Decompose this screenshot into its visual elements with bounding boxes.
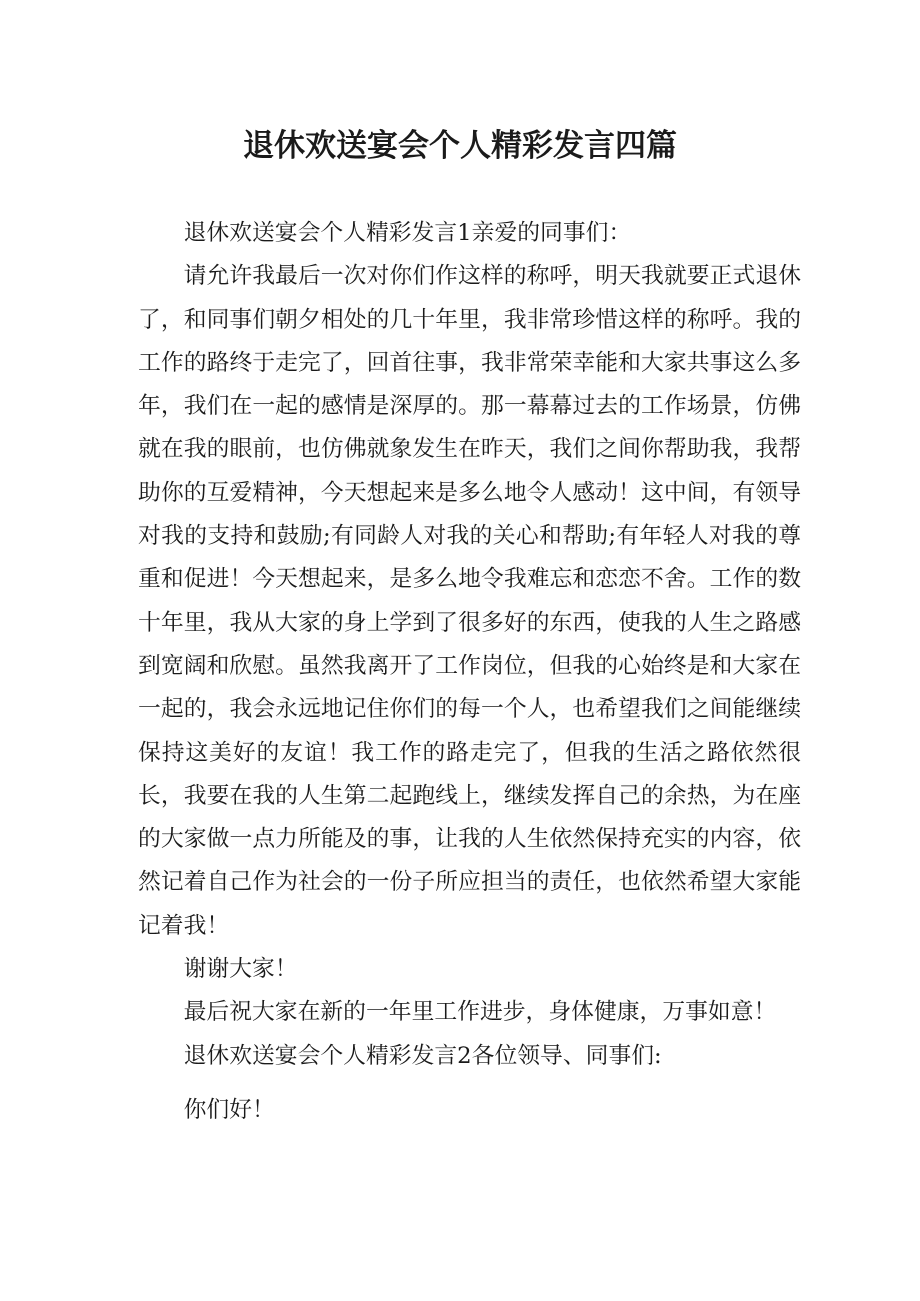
paragraph-gap bbox=[138, 1078, 801, 1089]
speech-2-heading: 退休欢送宴会个人精彩发言2各位领导、同事们: bbox=[183, 1042, 662, 1069]
document-body bbox=[138, 212, 801, 1132]
speech-1-main-paragraph: 请允许我最后一次对你们作这样的称呼，明天我就要正式退休了，和同事们朝夕相处的几十年里，我非常珍惜这样的称呼。我的工作的路终于走完了，回首往事，我非常荣幸能和大家共事这么多年，我们在一起的感情是深厚的。那一幕幕过去的工作场景，仿佛就在我的眼前，也仿佛就象发生在昨天，我们之间你帮助我，我帮助你的互爱精神，今天想起来是多么地令人感动！这中间，有领导对我的支持和鼓励;有同龄人对我的关心和帮助;有年轻人对我的尊重和促进！今天想起来，是多么地令我难忘和恋恋不舍。工作的数十年里，我从大家的身上学到了很多好的东西，使我的人生之路感到宽阔和欣慰。虽然我离开了工作岗位，但我的心始终是和大家在一起的，我会永远地记住你们的每一个人，也希望我们之间能继续保持这美好的友谊！我工作的路走完了，但我的生活之路依然很长，我要在我的人生第二起跑线上，继续发挥自己的余热，为在座的大家做一点力所能及的事，让我的人生依然保持充实的内容，依然记着自己作为社会的一份子所应担当的责任，也依然希望大家能记着我！ bbox=[138, 263, 801, 939]
greeting-paragraph: 你们好！ bbox=[183, 1096, 275, 1123]
speech-1-heading: 退休欢送宴会个人精彩发言1亲爱的同事们： bbox=[183, 220, 632, 246]
closing-wish-paragraph: 最后祝大家在新的一年里工作进步，身体健康，万事如意！ bbox=[183, 999, 777, 1026]
document-title: 退休欢送宴会个人精彩发言四篇 bbox=[243, 128, 677, 164]
thanks-paragraph: 谢谢大家！ bbox=[183, 956, 298, 983]
